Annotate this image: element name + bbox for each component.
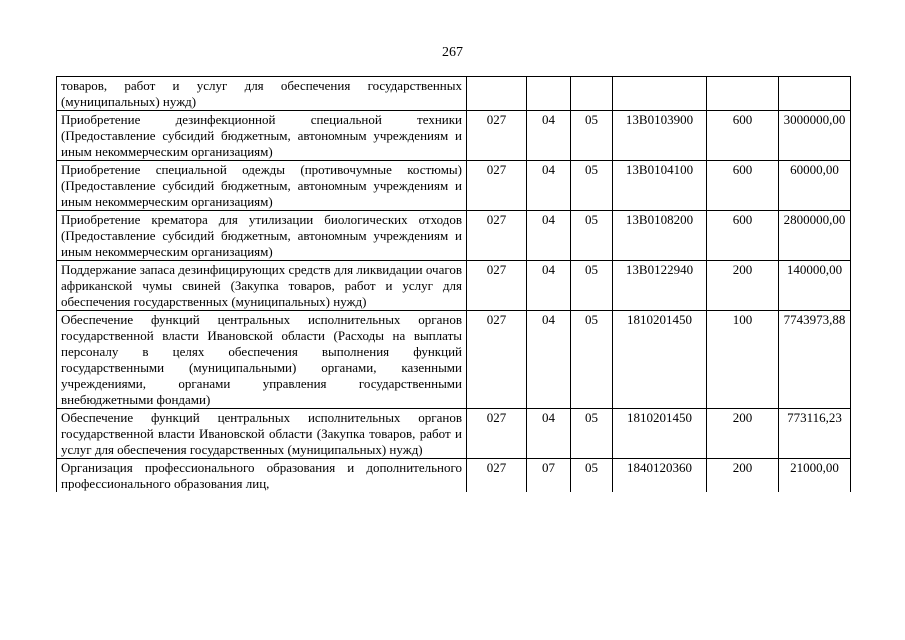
section-code: 04: [527, 311, 571, 409]
section-code: 04: [527, 409, 571, 459]
budget-table: [56, 76, 851, 492]
subsection-code: 05: [571, 409, 613, 459]
amount: 3000000,00: [779, 111, 851, 161]
subsection-code: 05: [571, 459, 613, 493]
expense-type-code: 200: [707, 409, 779, 459]
section-code: 04: [527, 261, 571, 311]
expense-type-code: [707, 77, 779, 111]
ministry-code: 027: [467, 161, 527, 211]
subsection-code: 05: [571, 211, 613, 261]
expense-type-code: 600: [707, 211, 779, 261]
row-description: Поддержание запаса дезинфицирующих средств для ликвидации очагов африканской чумы свиней (Закупка товаров, работ и услуг для обеспечения государственных (муниципальных) нужд): [57, 261, 467, 311]
table-row: [57, 211, 851, 261]
amount: 2800000,00: [779, 211, 851, 261]
subsection-code: [571, 77, 613, 111]
table-row: [57, 77, 851, 111]
row-description: товаров, работ и услуг для обеспечения государственных (муниципальных) нужд): [57, 77, 467, 111]
expense-type-code: 100: [707, 311, 779, 409]
table-row: [57, 161, 851, 211]
table-row: [57, 261, 851, 311]
target-article-code: 13В0108200: [613, 211, 707, 261]
section-code: 07: [527, 459, 571, 493]
target-article-code: 1840120360: [613, 459, 707, 493]
row-description: Приобретение дезинфекционной специальной техники (Предоставление субсидий бюджетным, автономным учреждениям и иным некоммерческим организациям): [57, 111, 467, 161]
subsection-code: 05: [571, 161, 613, 211]
ministry-code: 027: [467, 111, 527, 161]
target-article-code: 13В0104100: [613, 161, 707, 211]
page-number: 267: [442, 45, 463, 60]
expense-type-code: 200: [707, 261, 779, 311]
expense-type-code: 200: [707, 459, 779, 493]
section-code: 04: [527, 211, 571, 261]
amount: 7743973,88: [779, 311, 851, 409]
amount: 140000,00: [779, 261, 851, 311]
table-row: [57, 111, 851, 161]
amount: [779, 77, 851, 111]
row-description: Обеспечение функций центральных исполнительных органов государственной власти Ивановской области (Закупка товаров, работ и услуг для обеспечения государственных (муниципальных) нужд): [57, 409, 467, 459]
ministry-code: 027: [467, 409, 527, 459]
target-article-code: 13В0103900: [613, 111, 707, 161]
target-article-code: 13В0122940: [613, 261, 707, 311]
section-code: 04: [527, 111, 571, 161]
ministry-code: 027: [467, 261, 527, 311]
amount: 773116,23: [779, 409, 851, 459]
row-description: Приобретение крематора для утилизации биологических отходов (Предоставление субсидий бюджетным, автономным учреждениям и иным некоммерческим организациям): [57, 211, 467, 261]
subsection-code: 05: [571, 111, 613, 161]
row-description: Обеспечение функций центральных исполнительных органов государственной власти Ивановской области (Расходы на выплаты персоналу в целях обеспечения выполнения функций государственными (муниципальными) органами, казенными учреждениями, органами управления государственными внебюджетными фондами): [57, 311, 467, 409]
amount: 21000,00: [779, 459, 851, 493]
ministry-code: 027: [467, 311, 527, 409]
table-row: [57, 459, 851, 493]
subsection-code: 05: [571, 311, 613, 409]
expense-type-code: 600: [707, 161, 779, 211]
target-article-code: 1810201450: [613, 311, 707, 409]
target-article-code: [613, 77, 707, 111]
row-description: Приобретение специальной одежды (противочумные костюмы) (Предоставление субсидий бюджетным, автономным учреждениям и иным некоммерческим организациям): [57, 161, 467, 211]
amount: 60000,00: [779, 161, 851, 211]
ministry-code: 027: [467, 211, 527, 261]
subsection-code: 05: [571, 261, 613, 311]
row-description: Организация профессионального образования и дополнительного профессионального образования лиц,: [57, 459, 467, 493]
section-code: [527, 77, 571, 111]
target-article-code: 1810201450: [613, 409, 707, 459]
table-row: [57, 311, 851, 409]
section-code: 04: [527, 161, 571, 211]
table-row: [57, 409, 851, 459]
ministry-code: [467, 77, 527, 111]
ministry-code: 027: [467, 459, 527, 493]
expense-type-code: 600: [707, 111, 779, 161]
